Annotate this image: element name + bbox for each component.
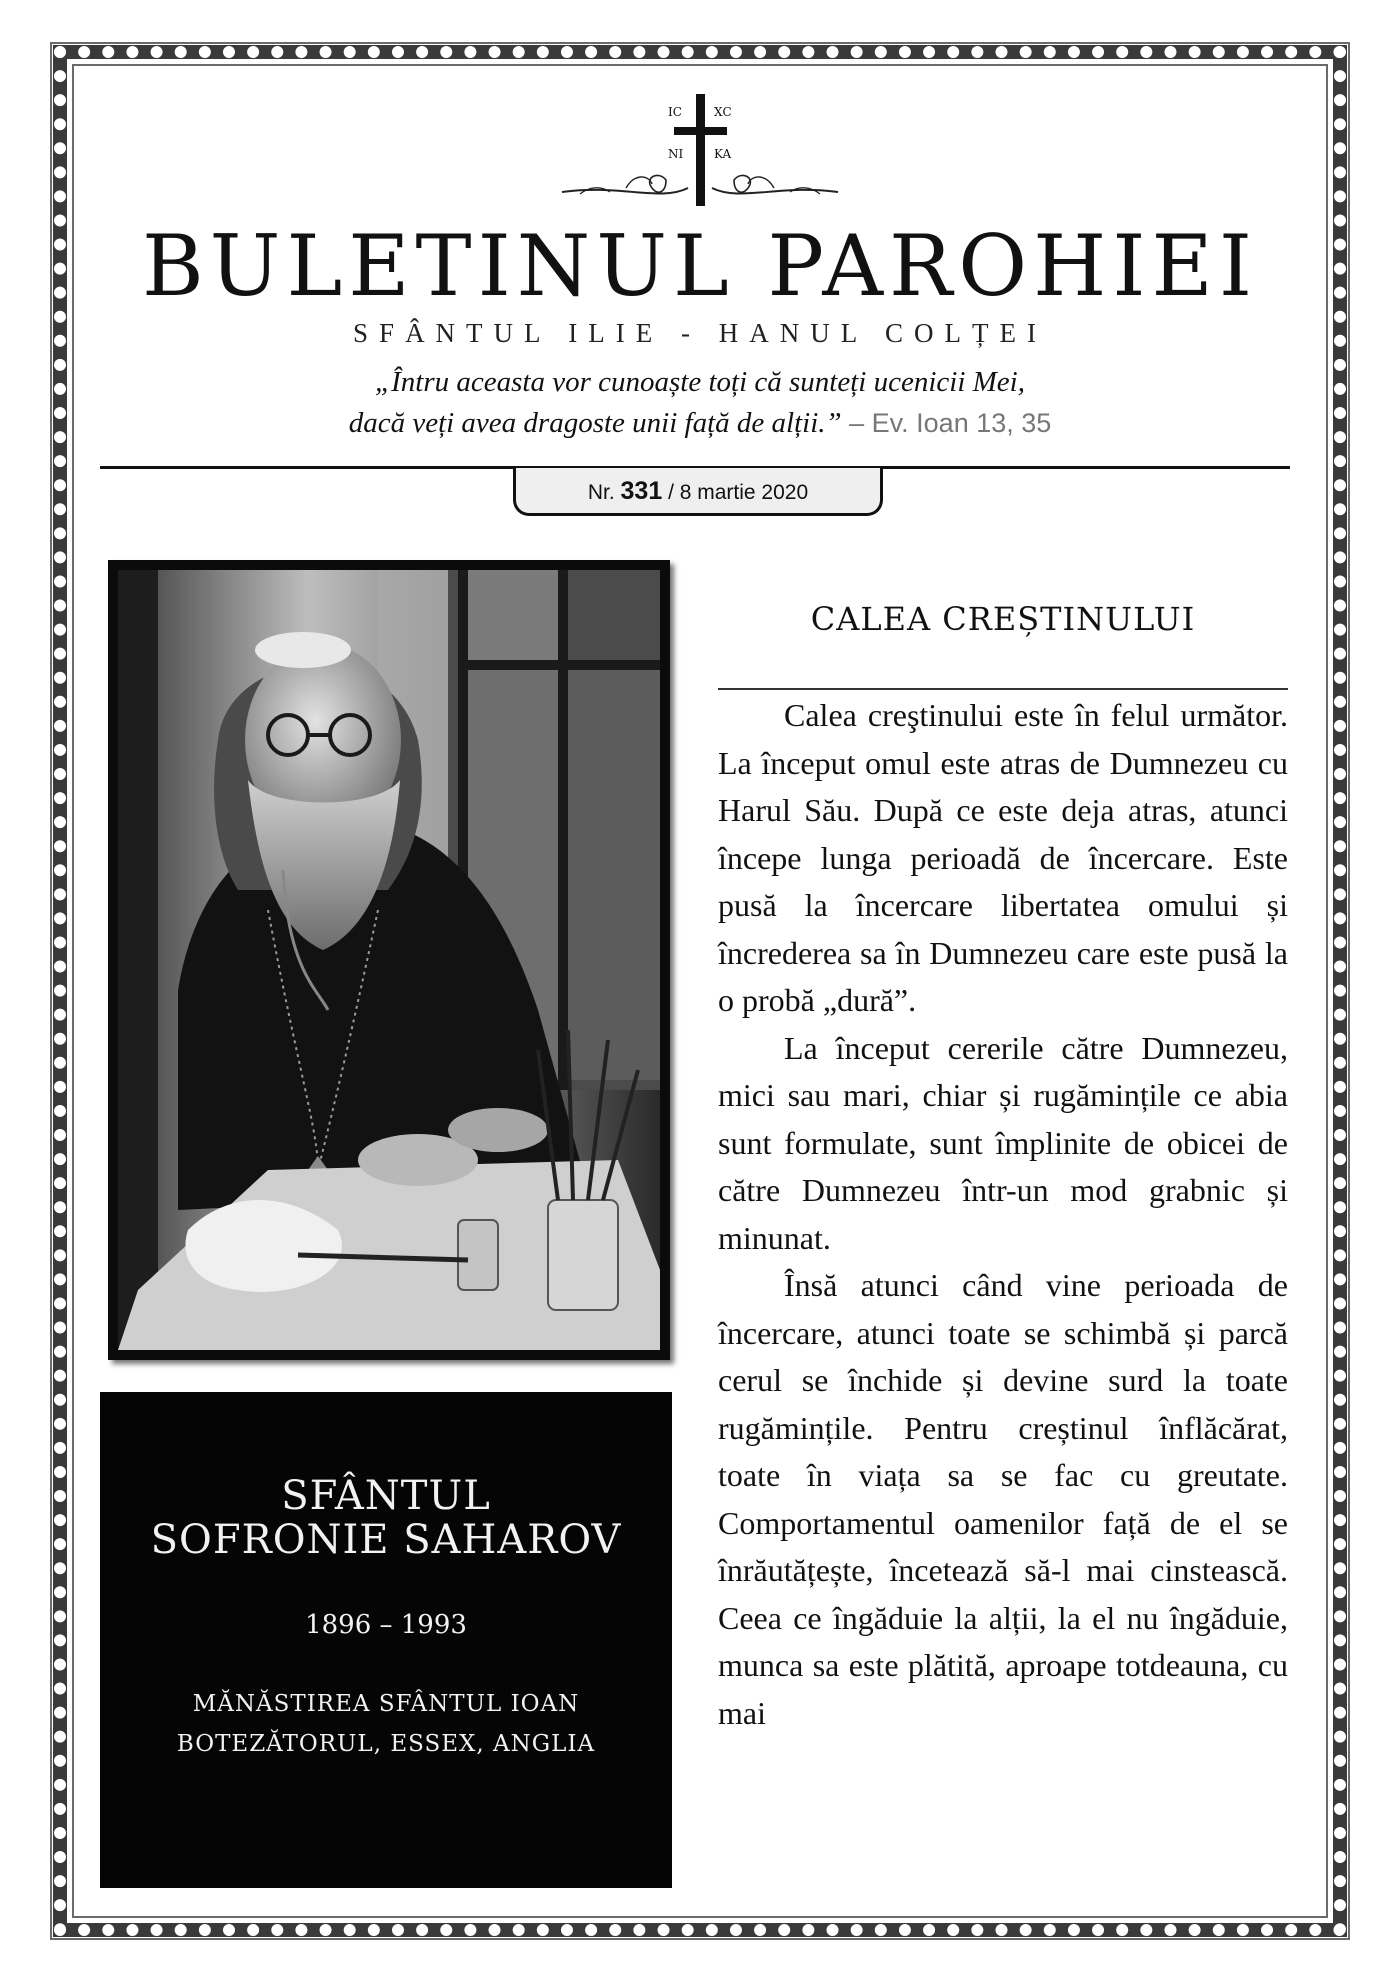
monastery-location [100, 1684, 672, 1764]
article-paragraph-2: La început cererile către Dumnezeu, mici sau mari, chiar și rugămințile ce abia sunt formulate, sunt împlinite de obicei de către Dumnezeu într-un mod grabnic și minunat. [718, 1029, 1288, 1256]
quote-line-1: „Întru aceasta vor cunoaște toți că sunteți ucenicii Mei, [375, 366, 1025, 398]
parish-subtitle: SFÂNTUL ILIE - HANUL COLȚEI [353, 318, 1047, 348]
quote-line-2: dacă veți avea dragoste unii față de alții.” [348, 407, 842, 439]
article-paragraph-3: Însă atunci când vine perioada de încercare, atunci toate se schimbă și parcă cerul se închide și devine surd la toate rugămințile. Pentru creștinul înflăcărat, toate în viața sa se fac cu greutate. Comportamentul oamenilor față de el se înrăutățește, încetează să-l mai cinstească. Ceea ce îngăduie la alții, la el nu îngăduie, munca sa este plătită, aproape totdeauna, cu mai [718, 1267, 1288, 1731]
article-body [718, 692, 1288, 1737]
saint-years: 1896 – 1993 [305, 1610, 467, 1640]
saint-name [100, 1474, 672, 1562]
monastery-line-2: BOTEZĂTORUL, ESSEX, ANGLIA [176, 1731, 596, 1757]
quote-reference: – Ev. Ioan 13, 35 [841, 408, 1052, 438]
article-heading-rule [718, 688, 1288, 690]
monastery-line-1: MĂNĂSTIREA SFÂNTUL IOAN [192, 1691, 580, 1717]
emblem-ic: IC [668, 105, 682, 119]
issue-number: 331 [620, 477, 663, 505]
article-heading: CALEA CREȘTINULUI [810, 600, 1196, 638]
issue-prefix: Nr. [587, 481, 621, 504]
saint-name-line-2: SOFRONIE SAHAROV [150, 1517, 622, 1563]
issue-tab [513, 468, 883, 516]
saint-info-box [100, 1392, 672, 1888]
emblem-xc: ΧC [714, 105, 732, 119]
portrait-frame [108, 560, 670, 1360]
saint-name-line-1: SFÂNTUL [281, 1473, 491, 1519]
saint-portrait-photo [118, 570, 660, 1350]
emblem-ni: NI [668, 147, 684, 161]
bulletin-title: BULETINUL PAROHIEI [141, 217, 1259, 315]
cross-emblem-icon [540, 88, 860, 218]
article-paragraph-1: Calea creştinului este în felul următor. La început omul este atras de Dumnezeu cu Harul Său. După ce este deja atras, atunci începe lunga perioadă de încercare. Este pusă la încercare libertatea omului și încrederea sa în Dumnezeu care este pusă la o probă „dură”. [718, 697, 1288, 1018]
emblem-ka: KA [714, 147, 732, 161]
gospel-quote [0, 362, 1400, 444]
issue-date: / 8 martie 2020 [662, 481, 809, 504]
